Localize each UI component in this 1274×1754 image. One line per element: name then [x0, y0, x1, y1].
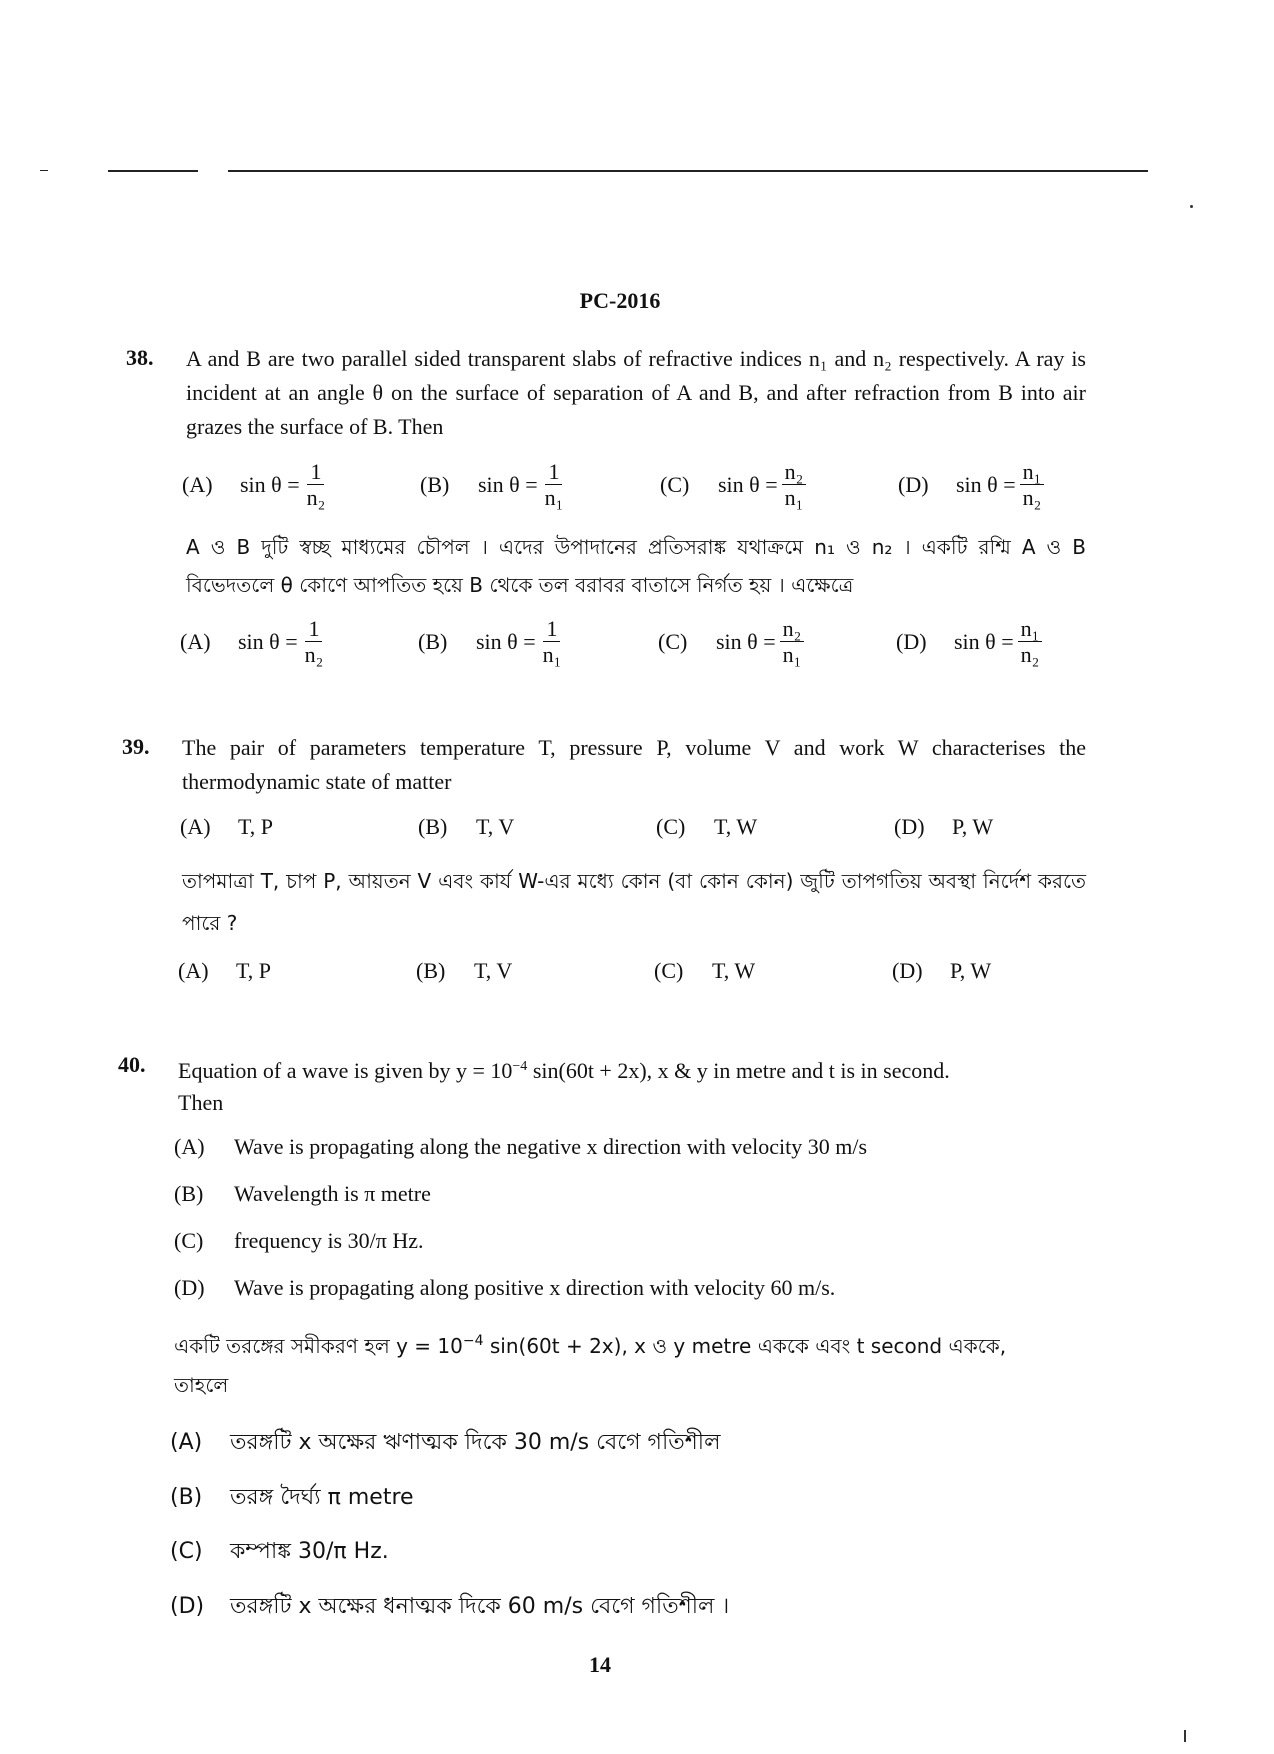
- option-text: T, V: [474, 958, 513, 983]
- top-rule-main: [228, 170, 1148, 172]
- fraction: [304, 460, 329, 511]
- equation-part: sin(60t + 2x), x & y in metre and t is in second.: [527, 1058, 950, 1083]
- option-lhs: sin θ =: [716, 629, 776, 654]
- option-label: (C): [656, 814, 686, 839]
- option-label: (D): [894, 814, 925, 839]
- option-d: [894, 814, 993, 840]
- fraction: [302, 617, 327, 668]
- option-c: [174, 1228, 424, 1254]
- option-text: তরঙ্গ দৈর্ঘ্য π metre: [230, 1485, 414, 1510]
- question-text-bn: A ও B দুটি স্বচ্ছ মাধ্যমের চৌপল । এদের উপাদানের প্রতিসরাঙ্ক যথাক্রমে n₁ ও n₂ । একটি রশ্মি A ও B বিভেদতলে θ কোণে আপতিত হয়ে B থেকে তল বরাবর বাতাসে নির্গত হয় । এক্ষেত্রে: [186, 535, 1086, 597]
- options-row-en: [180, 814, 1080, 848]
- fraction: [780, 617, 805, 668]
- option-d: [898, 455, 1044, 515]
- option-b: [174, 1181, 431, 1207]
- top-rule-short: [40, 170, 48, 171]
- exponent: −4: [512, 1059, 528, 1074]
- option-label: (B): [174, 1181, 204, 1206]
- option-b: [416, 958, 512, 984]
- option-text: Wave is propagating along positive x direction with velocity 60 m/s.: [234, 1275, 836, 1300]
- option-lhs: sin θ =: [718, 472, 778, 497]
- option-lhs: sin θ =: [954, 629, 1014, 654]
- option-label: (A): [180, 814, 211, 839]
- option-label: (D): [174, 1275, 205, 1300]
- denominator: n₂: [306, 484, 326, 510]
- option-label: (C): [660, 472, 690, 497]
- option-c: [170, 1533, 389, 1571]
- numerator: n₁: [1018, 617, 1043, 642]
- option-label: (B): [170, 1485, 203, 1510]
- option-text: T, V: [476, 814, 515, 839]
- option-text: frequency is 30/π Hz.: [234, 1228, 424, 1253]
- question-text-bn: তাপমাত্রা T, চাপ P, আয়তন V এবং কার্য W-এর মধ্যে কোন (বা কোন কোন) জুটি তাপগতিয় অবস্থা নির্দেশ করতে পারে ?: [182, 869, 1086, 935]
- options-row-bn: [178, 958, 1078, 992]
- fraction: [542, 460, 567, 511]
- option-text: T, P: [238, 814, 274, 839]
- option-text: Wave is propagating along the negative x direction with velocity 30 m/s: [234, 1134, 868, 1159]
- equation-part: একটি তরঙ্গের সমীকরণ হল y = 10: [174, 1334, 463, 1358]
- option-lhs: sin θ =: [956, 472, 1016, 497]
- option-b: [418, 612, 564, 672]
- option-text: কম্পাঙ্ক 30/π Hz.: [230, 1539, 389, 1564]
- option-label: (A): [174, 1134, 205, 1159]
- option-a: [178, 958, 271, 984]
- scan-speck: [1184, 1730, 1186, 1742]
- top-rule-left: [108, 170, 198, 172]
- option-a: [174, 1134, 867, 1160]
- question-text-en: [178, 1050, 1088, 1088]
- option-label: (B): [418, 814, 448, 839]
- option-text: Wavelength is π metre: [234, 1181, 431, 1206]
- option-a: [182, 455, 328, 515]
- fraction: [1020, 460, 1045, 511]
- numerator: n₂: [782, 460, 807, 485]
- option-b: [170, 1479, 414, 1517]
- option-label: (C): [654, 958, 684, 983]
- option-label: (A): [182, 472, 213, 497]
- option-text: তরঙ্গটি x অক্ষের ঋণাত্মক দিকে 30 m/s বেগে গতিশীল: [230, 1430, 721, 1455]
- option-text: T, W: [712, 958, 756, 983]
- numerator: 1: [545, 460, 562, 485]
- question-number: 40.: [118, 1052, 146, 1077]
- fraction: [540, 617, 565, 668]
- denominator: n₁: [544, 484, 564, 510]
- denominator: n₁: [782, 641, 802, 667]
- denominator: n₂: [304, 641, 324, 667]
- options-row-bn: [180, 612, 1080, 672]
- denominator: n₁: [784, 484, 804, 510]
- denominator: n₁: [542, 641, 562, 667]
- question-text-en: The pair of parameters temperature T, pressure P, volume V and work W characterises the thermodynamic state of matter: [182, 735, 1086, 794]
- option-label: (B): [418, 629, 448, 654]
- question-number: 39.: [122, 734, 150, 759]
- equation-part: sin(60t + 2x), x ও y metre এককে এবং t second এককে,: [483, 1334, 1007, 1358]
- option-d: [170, 1588, 729, 1626]
- option-d: [892, 958, 991, 984]
- option-c: [656, 814, 757, 840]
- option-label: (A): [180, 629, 211, 654]
- option-label: (D): [898, 472, 929, 497]
- option-c: [658, 612, 804, 672]
- option-label: (B): [416, 958, 446, 983]
- option-b: [418, 814, 514, 840]
- numerator: 1: [307, 460, 324, 485]
- option-text: T, W: [714, 814, 758, 839]
- option-a: [170, 1424, 720, 1462]
- equation-part: Equation of a wave is given by y = 10: [178, 1058, 513, 1083]
- question-text-bn: [174, 1322, 1088, 1365]
- option-c: [660, 455, 806, 515]
- denominator: n₂: [1022, 484, 1042, 510]
- exponent: −4: [462, 1333, 484, 1349]
- option-c: [654, 958, 755, 984]
- option-a: [180, 612, 326, 672]
- option-text: P, W: [950, 958, 992, 983]
- numerator: n₁: [1020, 460, 1045, 485]
- fraction: [1018, 617, 1043, 668]
- option-text: T, P: [236, 958, 272, 983]
- option-b: [420, 455, 566, 515]
- option-d: [174, 1275, 835, 1301]
- numerator: 1: [543, 617, 560, 642]
- option-label: (D): [896, 629, 927, 654]
- question-text-en-cont: Then: [178, 1090, 224, 1115]
- option-label: (B): [420, 472, 450, 497]
- option-a: [180, 814, 273, 840]
- numerator: n₂: [780, 617, 805, 642]
- page-number: 14: [589, 1652, 611, 1677]
- option-label: (A): [170, 1430, 203, 1455]
- option-label: (D): [892, 958, 923, 983]
- option-lhs: sin θ =: [238, 629, 298, 654]
- question-text-bn-cont: তাহলে: [174, 1373, 229, 1397]
- fraction: [782, 460, 807, 511]
- option-lhs: sin θ =: [476, 629, 536, 654]
- option-text: তরঙ্গটি x অক্ষের ধনাত্মক দিকে 60 m/s বেগে গতিশীল ।: [230, 1594, 730, 1619]
- question-text-en: A and B are two parallel sided transparent slabs of refractive indices n₁ and n₂ respectively. A ray is incident at an angle θ on the surface of separation of A and B, and after refraction from B into air grazes the surface of B. Then: [186, 346, 1086, 439]
- option-label: (C): [174, 1228, 204, 1253]
- options-row-en: [182, 455, 1082, 515]
- denominator: n₂: [1020, 641, 1040, 667]
- scan-speck: [1190, 205, 1193, 208]
- option-label: (D): [170, 1594, 205, 1619]
- option-d: [896, 612, 1042, 672]
- option-label: (C): [658, 629, 688, 654]
- option-label: (C): [170, 1539, 203, 1564]
- paper-code: PC-2016: [579, 288, 661, 313]
- option-lhs: sin θ =: [478, 472, 538, 497]
- option-lhs: sin θ =: [240, 472, 300, 497]
- option-label: (A): [178, 958, 209, 983]
- question-number: 38.: [126, 345, 154, 370]
- numerator: 1: [305, 617, 322, 642]
- option-text: P, W: [952, 814, 994, 839]
